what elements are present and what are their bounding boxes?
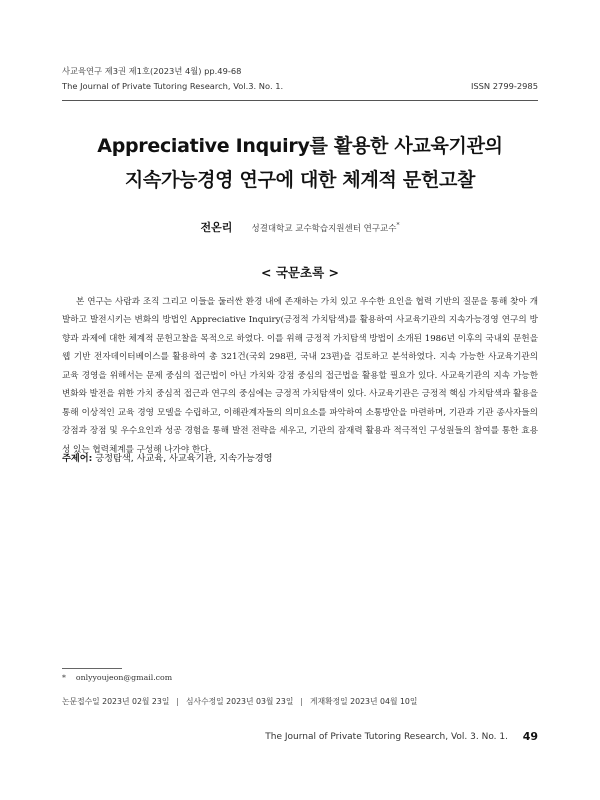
author-name: 전온리 [200,221,233,234]
header-rule [62,100,538,101]
keywords-label: 주제어: [62,453,93,464]
date-separator: | [300,697,304,706]
footnote-mark: * [62,673,66,682]
received-date: 논문접수일 2023년 02월 23일 [62,697,170,706]
affiliation-text: 성결대학교 교수학습지원센터 연구교수 [251,224,397,234]
paper-title-line-2: 지속가능경영 연구에 대한 체계적 문헌고찰 [124,169,476,191]
keywords-row [62,450,273,464]
keywords-value: 긍정탐색, 사교육, 사교육기관, 지속가능경영 [95,453,273,464]
footnote-rule [62,668,122,669]
abstract-body: 본 연구는 사람과 조직 그리고 이들을 둘러싼 환경 내에 존재하는 가치 있고 우수한 요인을 협력 기반의 질문을 통해 찾아 개발하고 발전시키는 변화의 방법인 Appreciative Inquiry(긍정적 가치탐색)를 활용하여 사교육기관의 지속가능경영 연구의 방향과 과제에 대한 체계적 문헌고찰을 목적으로 하였다. 이를 위해 긍정적 가치탐색 방법이 소개된 1986년 이후의 국내외 문헌을 웹 기반 전자데이터베이스를 활용하여 총 321건(국외 298편, 국내 23편)을 검토하고 분석하였다. 지속 가능한 사교육기관의 교육 경영을 위해서는 문제 중심의 접근법이 아닌 가치와 강점 중심의 접근법을 활용할 필요가 있다. 사교육기관의 지속 가능한 변화와 발전을 위한 가치 중심적 접근과 연구의 중심에는 긍정적 가치탐색이 있다. 사교육기관은 긍정적 핵심 가치탐색과 활용을 통해 이상적인 교육 경영 모델을 수립하고, 이해관계자들의 의미요소를 파악하여 소통방안을 마련하며, 기관과 기관 종사자들의 강점과 장점 및 우수요인과 성공 경험을 통해 발전 전략을 세우고, 기관의 잠재력 활용과 적극적인 구성원들의 참여를 통한 효용성 있는 협력체계를 구성해 나가야 한다. [62,297,538,455]
footer-journal: The Journal of Private Tutoring Research, Vol. 3. No. 1. [265,732,508,742]
footnote-marker: * [396,222,400,230]
issn: ISSN 2799-2985 [470,81,538,91]
author-email: onlyyoujeon@gmail.com [75,673,173,682]
page-number: 49 [522,730,538,743]
author-row [0,216,600,235]
paper-title-line-1: Appreciative Inquiry를 활용한 사교육기관의 [97,135,503,157]
footnote [62,673,172,682]
journal-name: The Journal of Private Tutoring Research, Vol.3. No. 1. [62,81,284,91]
author-affiliation [251,224,399,234]
date-separator: | [176,697,180,706]
accepted-date: 게재확정일 2023년 04월 10일 [310,697,418,706]
abstract-heading: < 국문초록 > [261,265,339,280]
submission-dates [62,696,417,707]
journal-citation: 사교육연구 제3권 제1호(2023년 4월) pp.49-68 [62,66,242,76]
revised-date: 심사수정일 2023년 03월 23일 [186,697,294,706]
